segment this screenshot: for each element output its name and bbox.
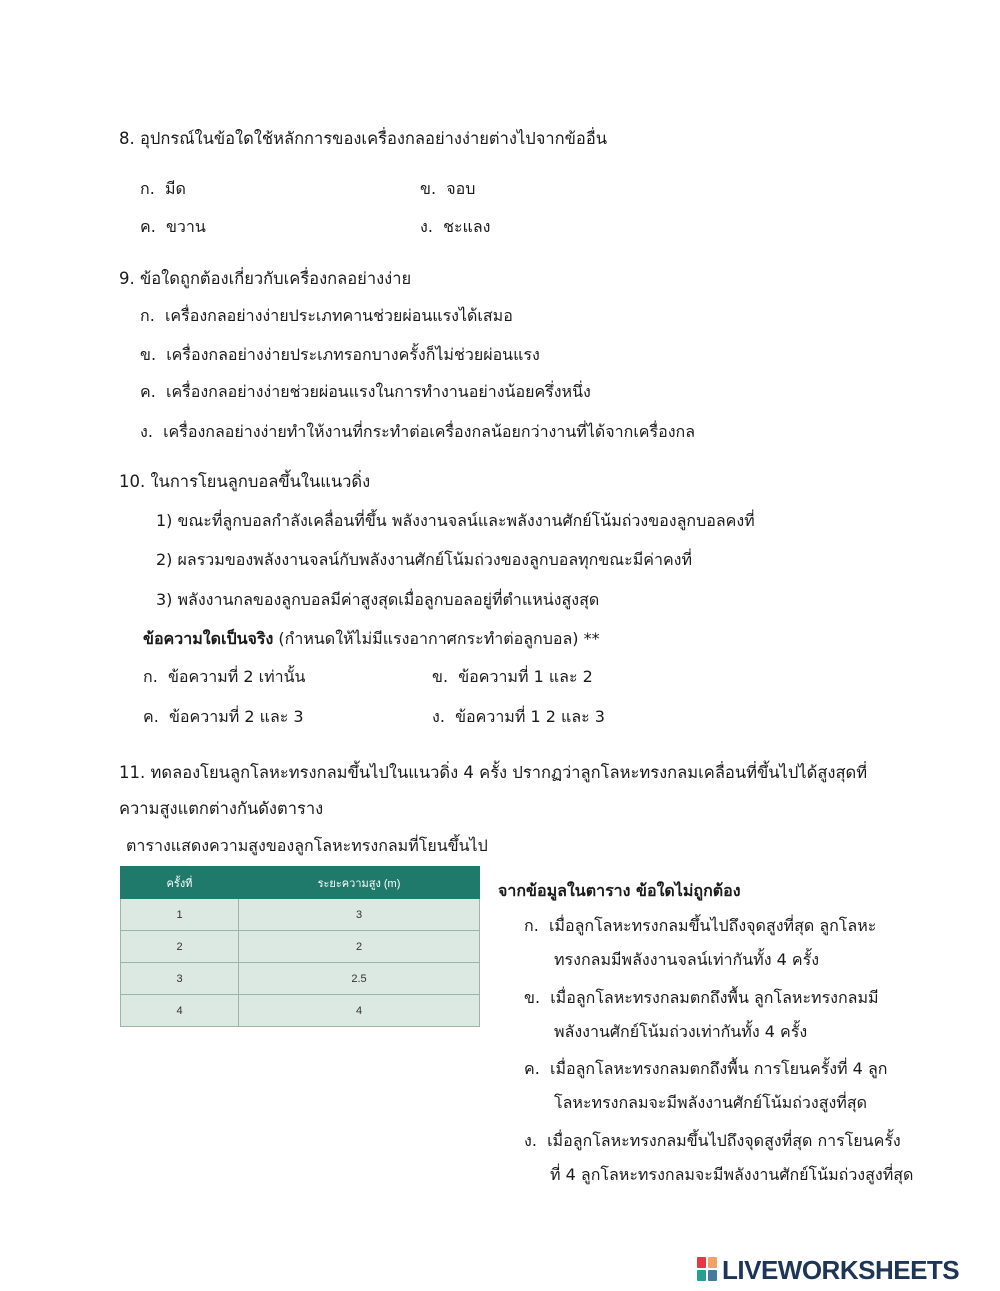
table-row	[121, 899, 480, 931]
q8-option-c-text: ขวาน	[165, 217, 206, 236]
q10-option-d-letter: ง.	[432, 707, 445, 726]
liveworksheets-logo-icon	[697, 1257, 719, 1283]
q10-option-b-text: ข้อความที่ 1 และ 2	[458, 667, 593, 686]
q8-option-a-letter: ก.	[140, 179, 155, 198]
q10-option-b[interactable]	[432, 665, 593, 690]
q8-option-a[interactable]	[140, 177, 186, 202]
table-row	[121, 931, 480, 963]
q11-question-line1: 11. ทดลองโยนลูกโลหะทรงกลมขึ้นไปในแนวดิ่ง 4 ครั้ง ปรากฏว่าลูกโลหะทรงกลมเคลื่อนที่ขึ้นไปได้สูงสุดที่	[119, 763, 868, 782]
q10-statement-3: 3) พลังงานกลของลูกบอลมีค่าสูงสุดเมื่อลูกบอลอยู่ที่ตำแหน่งสูงสุด	[156, 590, 600, 609]
q11-option-c-line2: โลหะทรงกลมจะมีพลังงานศักย์โน้มถ่วงสูงที่สุด	[554, 1093, 868, 1112]
q8-option-d[interactable]	[420, 215, 490, 240]
q10-option-c-text: ข้อความที่ 2 และ 3	[168, 707, 304, 726]
q11-option-a[interactable]	[524, 914, 876, 939]
q9-option-c-letter: ค.	[140, 382, 156, 401]
q10-option-a[interactable]	[143, 665, 306, 690]
liveworksheets-logo-text: LIVEWORKSHEETS	[722, 1255, 960, 1285]
q9-option-c-text: เครื่องกลอย่างง่ายช่วยผ่อนแรงในการทำงานอย่างน้อยครึ่งหนึ่ง	[165, 382, 591, 401]
table-header-row	[121, 867, 480, 899]
q11-option-c-letter: ค.	[524, 1059, 540, 1078]
q8-option-b-letter: ข.	[420, 179, 437, 198]
q8-option-b[interactable]	[420, 177, 475, 202]
q10-option-c[interactable]	[143, 705, 304, 730]
logo-tile-l-icon	[697, 1257, 706, 1268]
table-cell-height: 3	[239, 899, 480, 931]
q8-question: 8. อุปกรณ์ในข้อใดใช้หลักการของเครื่องกลอย่างง่ายต่างไปจากข้ออื่น	[119, 129, 608, 148]
q11-option-d-letter: ง.	[524, 1131, 537, 1150]
table-cell-height: 2	[239, 931, 480, 963]
table-cell-trial: 1	[121, 899, 239, 931]
q8-option-d-letter: ง.	[420, 217, 433, 236]
table-cell-trial: 4	[121, 995, 239, 1027]
q11-option-c-line1: เมื่อลูกโลหะทรงกลมตกถึงพื้น การโยนครั้งที่ 4 ลูก	[549, 1059, 888, 1078]
table-cell-height: 4	[239, 995, 480, 1027]
q11-option-a-line2: ทรงกลมมีพลังงานจลน์เท่ากันทั้ง 4 ครั้ง	[554, 950, 819, 969]
q9-option-a[interactable]	[140, 304, 513, 329]
q11-option-b[interactable]	[524, 986, 879, 1011]
q9-option-d-text: เครื่องกลอย่างง่ายทำให้งานที่กระทำต่อเครื่องกลน้อยกว่างานที่ได้จากเครื่องกล	[163, 422, 695, 441]
q8-option-b-text: จอบ	[446, 179, 476, 198]
q11-prompt: จากข้อมูลในตาราง ข้อใดไม่ถูกต้อง	[498, 881, 741, 900]
table-header-trial: ครั้งที่	[121, 867, 239, 899]
q10-prompt-bold: ข้อความใดเป็นจริง	[143, 629, 274, 648]
q9-option-b[interactable]	[140, 343, 540, 368]
q10-option-a-text: ข้อความที่ 2 เท่านั้น	[167, 667, 306, 686]
logo-tile-e-icon	[708, 1270, 717, 1281]
q10-statement-1: 1) ขณะที่ลูกบอลกำลังเคลื่อนที่ขึ้น พลังงานจลน์และพลังงานศักย์โน้มถ่วงของลูกบอลคงที่	[156, 511, 755, 530]
q10-option-a-letter: ก.	[143, 667, 158, 686]
q9-option-b-letter: ข.	[140, 345, 157, 364]
q11-option-d[interactable]	[524, 1129, 901, 1154]
q10-prompt	[143, 627, 600, 652]
q8-option-c[interactable]	[140, 215, 206, 240]
q10-option-c-letter: ค.	[143, 707, 159, 726]
q9-option-d[interactable]	[140, 420, 695, 445]
q10-prompt-rest: (กำหนดให้ไม่มีแรงอากาศกระทำต่อลูกบอล) **	[273, 629, 600, 648]
q9-option-b-text: เครื่องกลอย่างง่ายประเภทรอกบางครั้งก็ไม่ช่วยผ่อนแรง	[166, 345, 540, 364]
q8-option-c-letter: ค.	[140, 217, 156, 236]
q10-option-d[interactable]	[432, 705, 605, 730]
q9-option-a-text: เครื่องกลอย่างง่ายประเภทคานช่วยผ่อนแรงได้เสมอ	[164, 306, 513, 325]
logo-tile-i-icon	[708, 1257, 717, 1268]
q10-question: 10. ในการโยนลูกบอลขึ้นในแนวดิ่ง	[119, 472, 371, 491]
q11-question-line2: ความสูงแตกต่างกันดังตาราง	[119, 799, 324, 818]
q11-option-d-line1: เมื่อลูกโลหะทรงกลมขึ้นไปถึงจุดสูงที่สุด การโยนครั้ง	[547, 1131, 901, 1150]
q11-option-a-line1: เมื่อลูกโลหะทรงกลมขึ้นไปถึงจุดสูงที่สุด ลูกโลหะ	[548, 916, 877, 935]
q11-option-b-letter: ข.	[524, 988, 541, 1007]
q9-question: 9. ข้อใดถูกต้องเกี่ยวกับเครื่องกลอย่างง่าย	[119, 269, 412, 288]
q11-option-b-line1: เมื่อลูกโลหะทรงกลมตกถึงพื้น ลูกโลหะทรงกลมมี	[550, 988, 879, 1007]
q10-option-b-letter: ข.	[432, 667, 449, 686]
table-cell-trial: 2	[121, 931, 239, 963]
q11-option-d-line2: ที่ 4 ลูกโลหะทรงกลมจะมีพลังงานศักย์โน้มถ่วงสูงที่สุด	[550, 1165, 914, 1184]
q8-option-a-text: มีด	[164, 179, 186, 198]
table-cell-height: 2.5	[239, 963, 480, 995]
q11-option-c[interactable]	[524, 1057, 887, 1082]
logo-tile-v-icon	[697, 1270, 706, 1281]
q9-option-c[interactable]	[140, 380, 591, 405]
q10-statement-2: 2) ผลรวมของพลังงานจลน์กับพลังงานศักย์โน้มถ่วงของลูกบอลทุกขณะมีค่าคงที่	[156, 550, 693, 569]
q11-option-b-line2: พลังงานศักย์โน้มถ่วงเท่ากันทั้ง 4 ครั้ง	[554, 1022, 808, 1041]
q9-option-d-letter: ง.	[140, 422, 153, 441]
q9-option-a-letter: ก.	[140, 306, 155, 325]
q11-table-caption: ตารางแสดงความสูงของลูกโลหะทรงกลมที่โยนขึ้นไป	[126, 836, 488, 855]
height-table	[120, 866, 480, 1027]
q8-option-d-text: ชะแลง	[443, 217, 491, 236]
q11-option-a-letter: ก.	[524, 916, 539, 935]
q10-option-d-text: ข้อความที่ 1 2 และ 3	[455, 707, 605, 726]
table-cell-trial: 3	[121, 963, 239, 995]
table-row	[121, 995, 480, 1027]
table-row	[121, 963, 480, 995]
table-header-height: ระยะความสูง (m)	[239, 867, 480, 899]
